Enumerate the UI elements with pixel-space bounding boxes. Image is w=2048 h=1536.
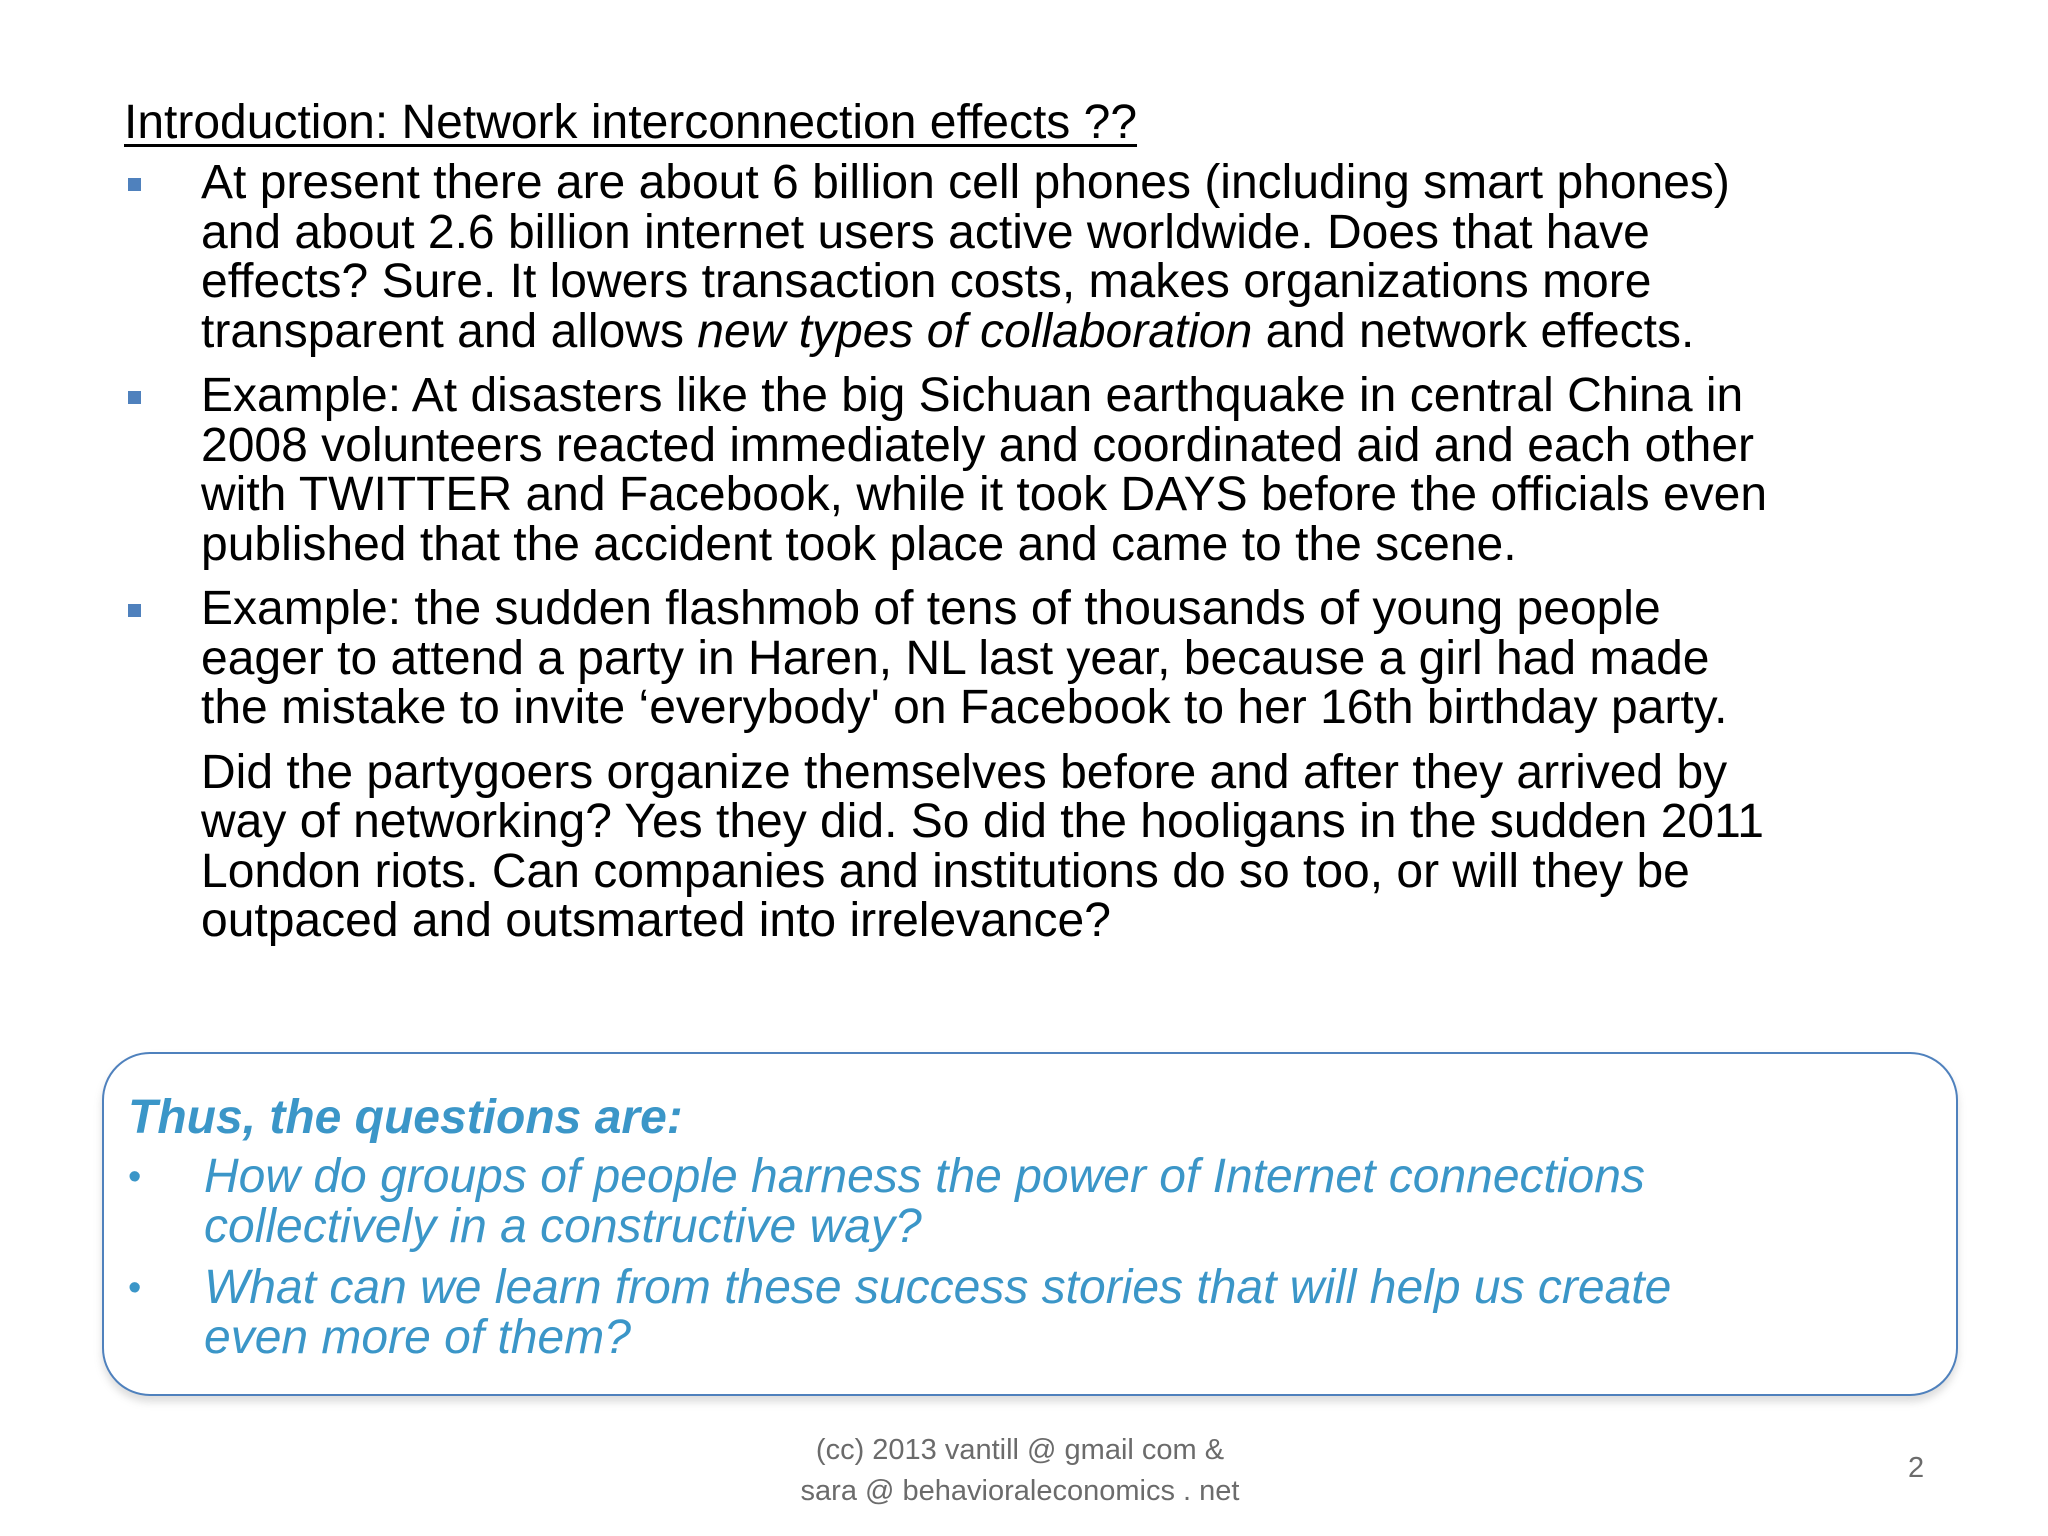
bullet-item-sichuan-example xyxy=(124,371,2024,569)
question-item xyxy=(128,1152,1928,1252)
round-bullet-icon: • xyxy=(128,1267,142,1309)
questions-box xyxy=(102,1052,1958,1396)
bullet-text-line: 2008 volunteers reacted immediately and coordinated aid and each other xyxy=(201,418,1755,472)
bullet-item-cell-phones xyxy=(124,158,2024,356)
bullet-text-line: the mistake to invite ‘everybody' on Facebook to her 16th birthday party. xyxy=(201,681,1728,734)
questions-title: Thus, the questions are: xyxy=(128,1091,683,1144)
bullet-text-emphasis: new types of collaboration xyxy=(697,304,1253,358)
page-number: 2 xyxy=(1908,1452,1925,1484)
bullet-text-segment: transparent and allows xyxy=(201,304,698,358)
paragraph-line: outpaced and outsmarted into irrelevance? xyxy=(201,894,1111,947)
bullet-text-line: with TWITTER and Facebook, while it took DAYS before the officials even xyxy=(201,468,1768,521)
question-line: collectively in a constructive way? xyxy=(204,1200,922,1253)
footer-line: sara @ behavioraleconomics . net xyxy=(800,1475,1240,1507)
question-item xyxy=(128,1263,1928,1363)
square-bullet-icon xyxy=(128,604,141,617)
bullet-text-line: published that the accident took place and came to the scene. xyxy=(201,517,1517,571)
paragraph-line: London riots. Can companies and institutions do so too, or will they be xyxy=(201,844,1690,898)
slide-title: Introduction: Network interconnection effects ?? xyxy=(124,96,1138,149)
bullet-text-line: eager to attend a party in Haren, NL last year, because a girl had made xyxy=(201,631,1710,685)
question-line: even more of them? xyxy=(204,1311,631,1364)
paragraph-line: way of networking? Yes they did. So did the hooligans in the sudden 2011 xyxy=(201,795,1764,848)
round-bullet-icon: • xyxy=(128,1156,142,1198)
footer-credit xyxy=(760,1430,1280,1512)
bullet-item-haren-example xyxy=(124,584,2024,733)
questions-list xyxy=(128,1152,1928,1374)
bullet-text-line: and about 2.6 billion internet users active worldwide. Does that have xyxy=(201,205,1650,259)
bullet-text-line: Example: the sudden flashmob of tens of thousands of young people xyxy=(201,582,1661,635)
question-line: What can we learn from these success stories that will help us create xyxy=(204,1261,1672,1314)
paragraph-line: Did the partygoers organize themselves before and after they arrived by xyxy=(201,745,1728,799)
bullet-text-line xyxy=(201,304,2024,358)
question-line: How do groups of people harness the power of Internet connections xyxy=(204,1150,1645,1203)
square-bullet-icon xyxy=(128,178,141,191)
followup-paragraph xyxy=(124,745,2024,947)
footer-line: (cc) 2013 vantill @ gmail com & xyxy=(815,1434,1225,1466)
bullet-text-line: effects? Sure. It lowers transaction costs, makes organizations more xyxy=(201,255,1652,308)
bullet-text-segment: and network effects. xyxy=(1252,304,1695,358)
bullet-list xyxy=(124,158,2024,946)
bullet-text-line: At present there are about 6 billion cell phones (including smart phones) xyxy=(201,156,1730,209)
square-bullet-icon xyxy=(128,391,141,404)
bullet-text-line: Example: At disasters like the big Sichuan earthquake in central China in xyxy=(201,369,1744,422)
